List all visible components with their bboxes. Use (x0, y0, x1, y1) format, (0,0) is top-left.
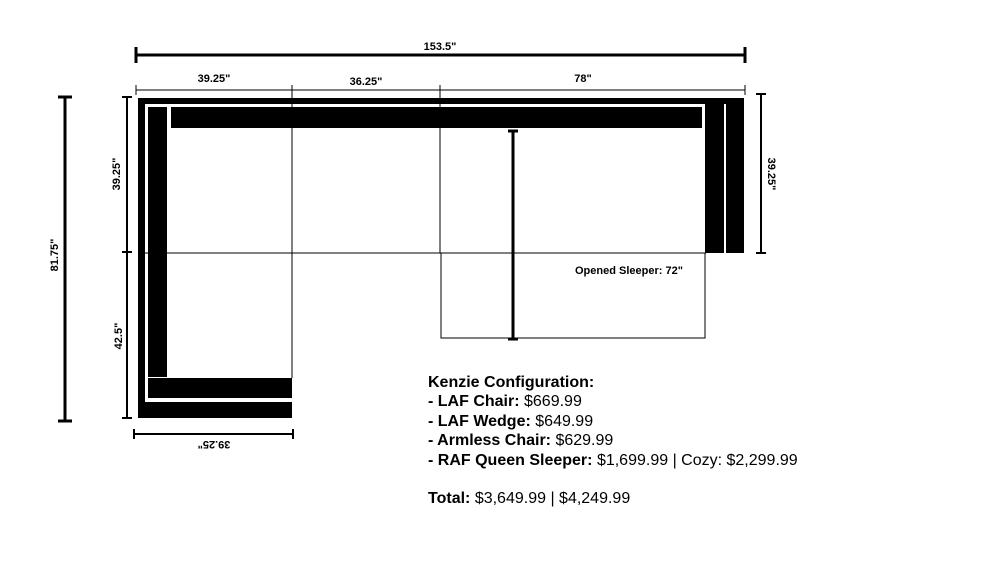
configuration-panel (428, 373, 968, 508)
config-item-armless-chair: - Armless Chair: $629.99 (428, 432, 614, 450)
bottom-width-dimension (134, 429, 293, 450)
laf-chair-width-label: 39.25" (197, 73, 231, 85)
wedge-width-label: 36.25" (349, 76, 383, 88)
right-depth-dimension (756, 94, 777, 253)
overall-width-dimension (136, 41, 745, 63)
sleeper-width-label: 78" (574, 73, 592, 85)
config-title: Kenzie Configuration: (428, 374, 595, 391)
opened-sleeper-label: Opened Sleeper: 72" (575, 265, 683, 277)
overall-width-label: 153.5" (423, 41, 457, 53)
back-cushion-left (148, 107, 167, 377)
overall-depth-label: 81.75" (49, 238, 61, 272)
bottom-width-label: 39.25" (197, 438, 231, 450)
left-arm (148, 378, 292, 398)
config-total: Total: $3,649.99 | $4,249.99 (428, 490, 631, 508)
left-segment-depths (111, 97, 132, 418)
config-item-laf-chair: - LAF Chair: $669.99 (428, 393, 582, 411)
config-item-raf-queen-sleeper: - RAF Queen Sleeper: $1,699.99 | Cozy: $2,299.99 (428, 451, 798, 469)
left-lower-depth-label: 42.5" (113, 322, 125, 350)
sleeper-extension-dimension (508, 131, 683, 339)
config-item-laf-wedge: - LAF Wedge: $649.99 (428, 412, 594, 430)
overall-depth-dimension (49, 97, 72, 421)
right-depth-label: 39.25" (765, 157, 777, 191)
right-arm (706, 107, 724, 253)
left-upper-depth-label: 39.25" (111, 157, 123, 191)
sectional-body (138, 90, 744, 418)
back-cushion-top (171, 107, 702, 128)
